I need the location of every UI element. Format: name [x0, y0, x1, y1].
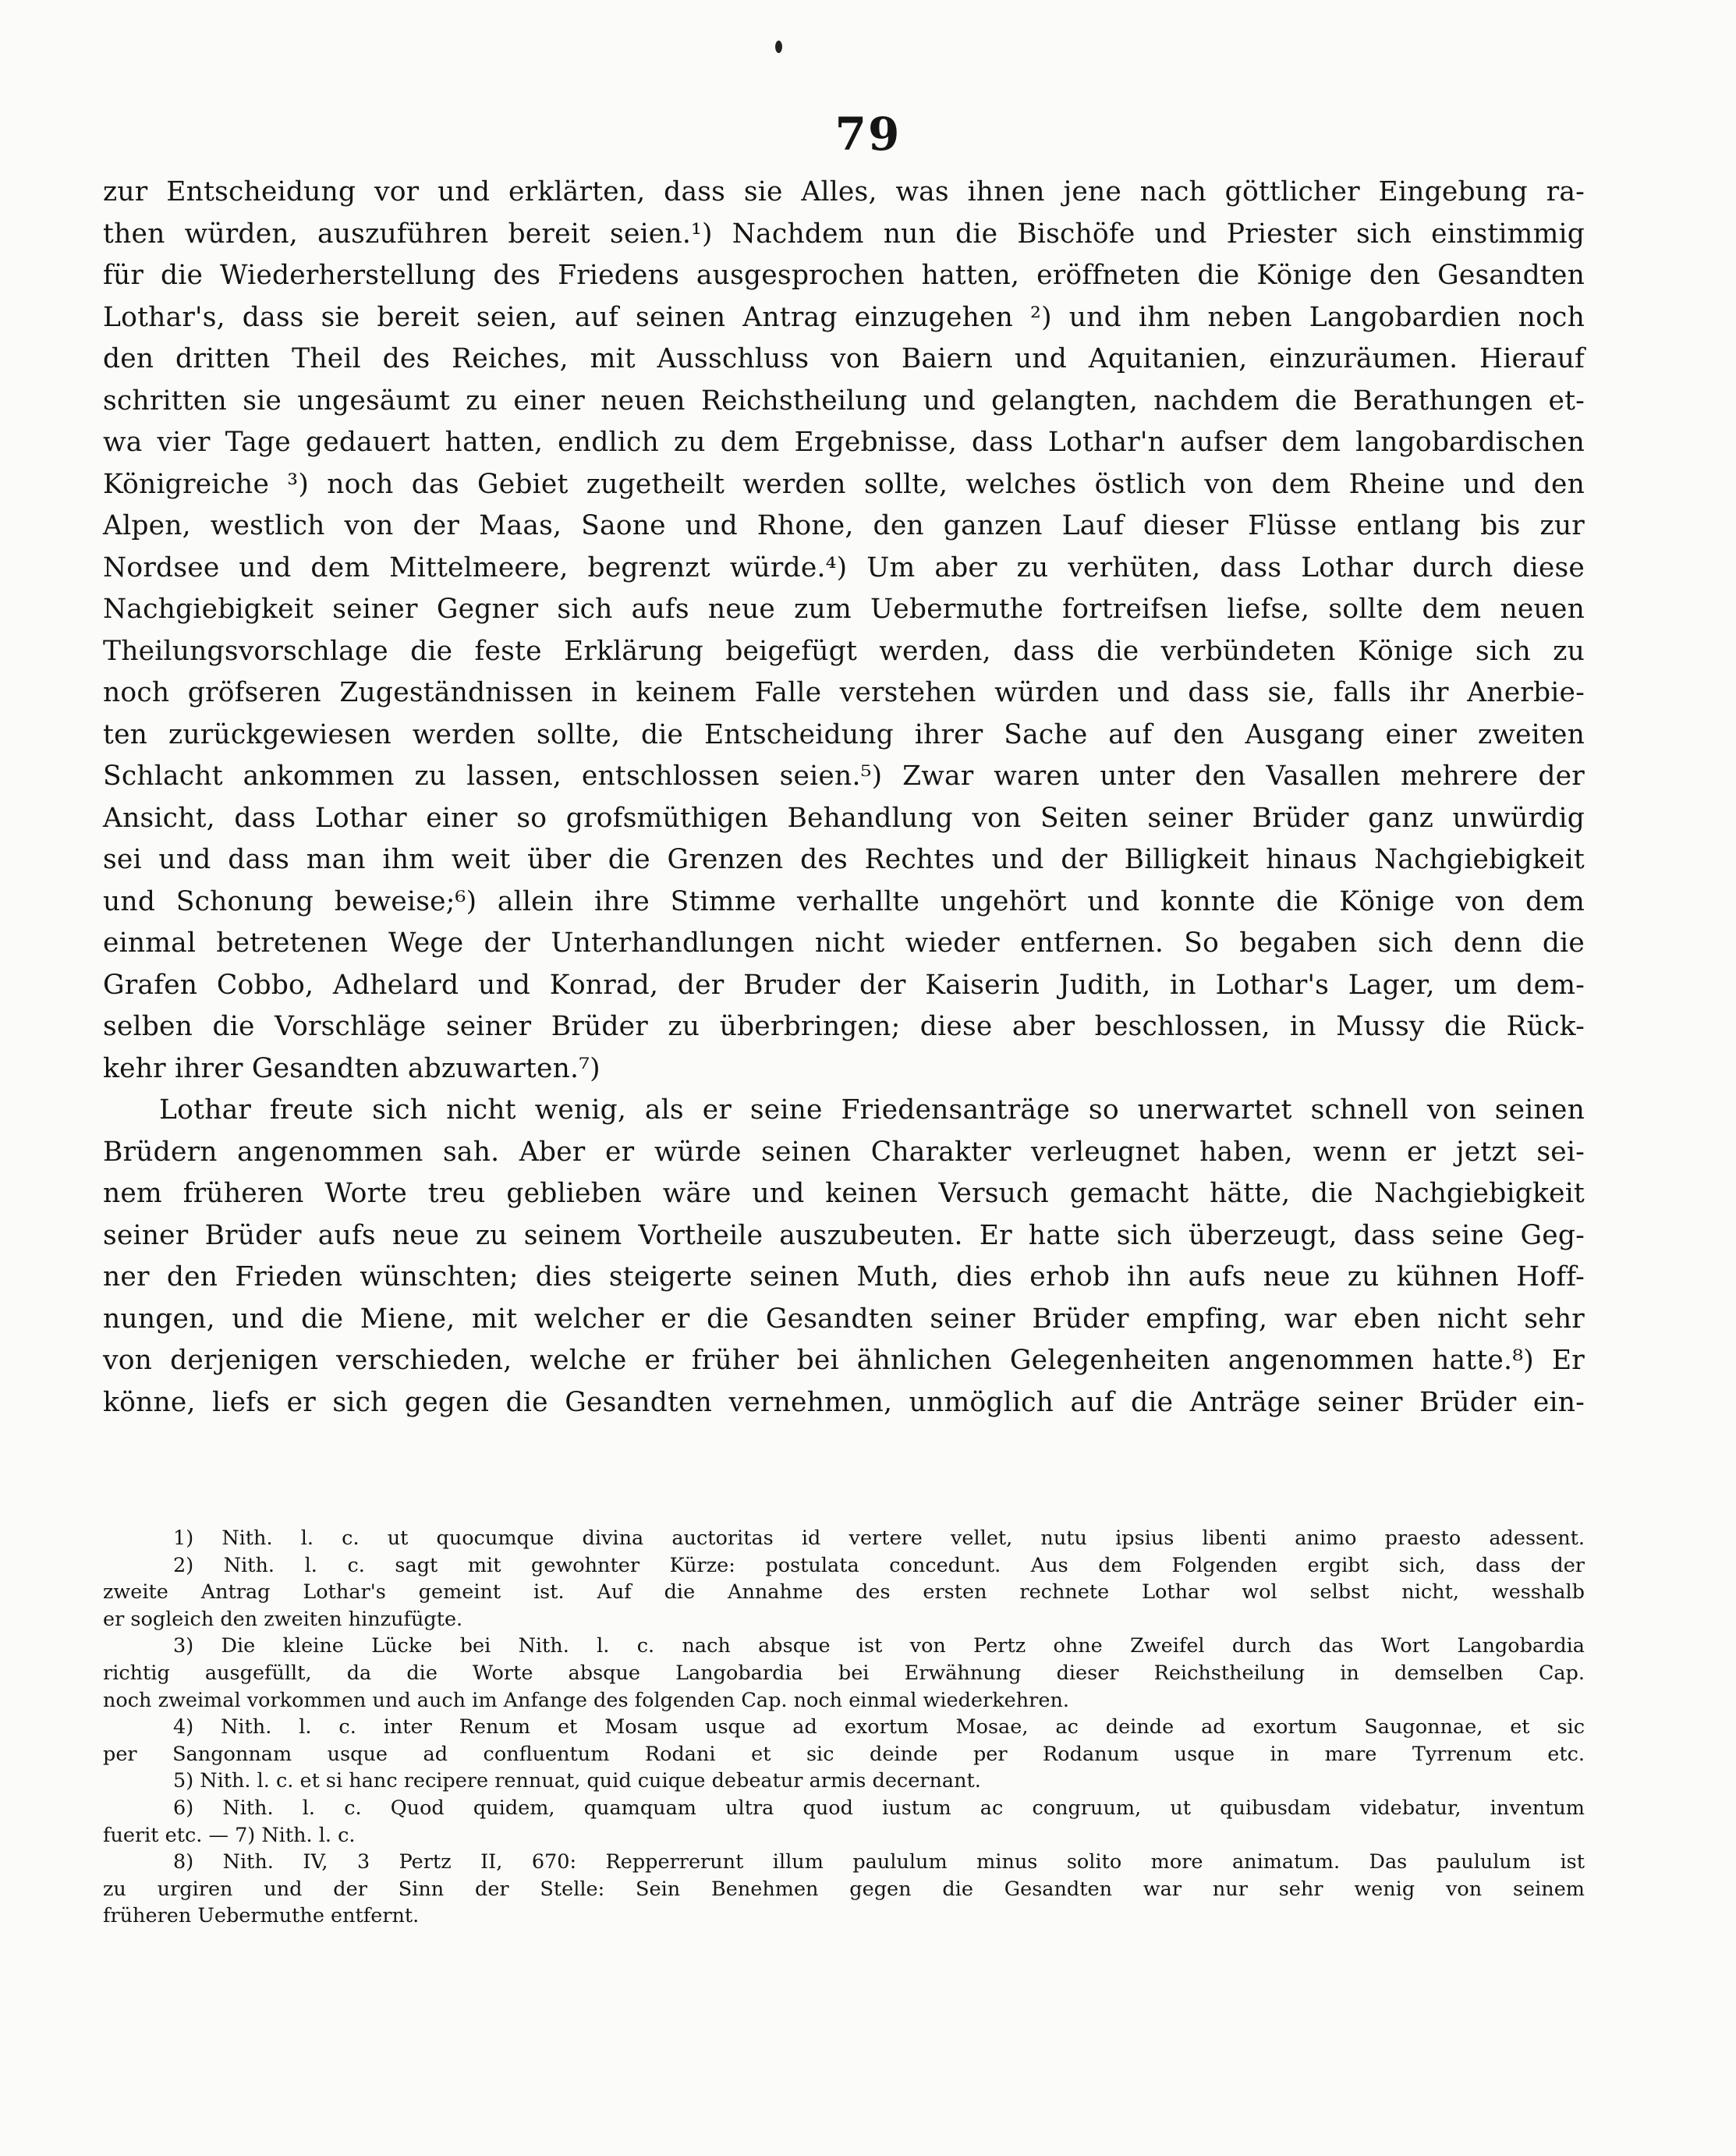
text-line: Nordsee und dem Mittelmeere, begrenzt würde.⁴) Um aber zu verhüten, dass Lothar durch diese: [103, 551, 1585, 583]
text-line: Schlacht ankommen zu lassen, entschlossen seien.⁵) Zwar waren unter den Vasallen mehrere der: [103, 761, 1585, 792]
text-line: kehr ihrer Gesandten abzuwarten.⁷): [103, 1052, 601, 1084]
text-line: könne, liefs er sich gegen die Gesandten vernehmen, unmöglich auf die Anträge seiner Brüder ein-: [103, 1386, 1585, 1418]
footnote-line: 2) Nith. l. c. sagt mit gewohnter Kürze: postulata concedunt. Aus dem Folgenden ergibt sich, dass der: [173, 1553, 1585, 1577]
text-line: Alpen, westlich von der Maas, Saone und Rhone, den ganzen Lauf dieser Flüsse entlang bis zur: [103, 510, 1585, 541]
footnote-line: früheren Uebermuthe entfernt.: [103, 1904, 420, 1928]
footnote-line: 4) Nith. l. c. inter Renum et Mosam usque ad exortum Mosae, ac deinde ad exortum Saugonnae, et sic: [173, 1715, 1585, 1739]
text-line: nem früheren Worte treu geblieben wäre und keinen Versuch gemacht hätte, die Nachgiebigkeit: [103, 1178, 1585, 1209]
text-line: ner den Frieden wünschten; dies steigerte seinen Muth, dies erhob ihn aufs neue zu kühnen Hoff-: [103, 1261, 1585, 1293]
text-line: Ansicht, dass Lothar einer so grofsmüthigen Behandlung von Seiten seiner Brüder ganz unwürdig: [103, 802, 1585, 834]
text-line: für die Wiederherstellung des Friedens ausgesprochen hatten, eröffneten die Könige den Gesandten: [103, 260, 1585, 291]
text-line: Theilungsvorschlage die feste Erklärung beigefügt werden, dass die verbündeten Könige sich zu: [103, 635, 1585, 667]
text-line: zur Entscheidung vor und erklärten, dass sie Alles, was ihnen jene nach göttlicher Eingebung ra-: [103, 176, 1585, 207]
footnote-line: fuerit etc. — 7) Nith. l. c.: [103, 1823, 356, 1847]
footnote-line: 3) Die kleine Lücke bei Nith. l. c. nach absque ist von Pertz ohne Zweifel durch das Wort Langobardia: [173, 1634, 1585, 1658]
text-line: Grafen Cobbo, Adhelard und Konrad, der Bruder der Kaiserin Judith, in Lothar's Lager, um dem-: [103, 969, 1585, 1001]
main-text: [103, 172, 1585, 1424]
page-number: 79: [834, 108, 902, 161]
text-line: schritten sie ungesäumt zu einer neuen Reichstheilung und gelangten, nachdem die Berathungen et-: [103, 385, 1585, 417]
footnote-line: 8) Nith. IV, 3 Pertz II, 670: Repperrerunt illum paululum minus solito more animatum. Das paululum ist: [173, 1850, 1585, 1874]
footnote-line: zweite Antrag Lothar's gemeint ist. Auf die Annahme des ersten rechnete Lothar wol selbst nicht, wesshalb: [103, 1580, 1585, 1605]
text-line: den dritten Theil des Reiches, mit Ausschluss von Baiern und Aquitanien, einzuräumen. Hierauf: [103, 343, 1585, 374]
footnote-line: 6) Nith. l. c. Quod quidem, quamquam ultra quod iustum ac congruum, ut quibusdam videbatur, inventum: [173, 1796, 1585, 1820]
text-line: einmal betretenen Wege der Unterhandlungen nicht wieder entfernen. So begaben sich denn die: [103, 927, 1585, 959]
text-line: wa vier Tage gedauert hatten, endlich zu dem Ergebnisse, dass Lothar'n aufser dem langobardischen: [103, 427, 1585, 458]
text-line: Brüdern angenommen sah. Aber er würde seinen Charakter verleugnet haben, wenn er jetzt sei-: [103, 1136, 1585, 1168]
footnote-line: 1) Nith. l. c. ut quocumque divina auctoritas id vertere vellet, nutu ipsius libenti animo praesto adessent.: [173, 1527, 1585, 1550]
text-line: Königreiche ³) noch das Gebiet zugetheilt werden sollte, welches östlich von dem Rheine und den: [103, 468, 1585, 500]
footnote-line: er sogleich den zweiten hinzufügte.: [103, 1607, 463, 1631]
text-line: noch gröfseren Zugeständnissen in keinem Falle verstehen würden und dass sie, falls ihr Anerbie-: [103, 677, 1585, 708]
text-line: von derjenigen verschieden, welche er früher bei ähnlichen Gelegenheiten angenommen hatte.⁸) Er: [103, 1345, 1585, 1376]
footnote-line: 5) Nith. l. c. et si hanc recipere rennuat, quid cuique debeatur armis decernant.: [173, 1769, 981, 1793]
footnote-line: per Sangonnam usque ad confluentum Rodani et sic deinde per Rodanum usque in mare Tyrrenum etc.: [103, 1742, 1585, 1766]
footnote-line: noch zweimal vorkommen und auch im Anfange des folgenden Cap. noch einmal wiederkehren.: [103, 1688, 1069, 1712]
text-line: Lothar's, dass sie bereit seien, auf seinen Antrag einzugehen ²) und ihm neben Langobardien noch: [103, 301, 1585, 333]
footnotes: [103, 1525, 1585, 1930]
text-line: nungen, und die Miene, mit welcher er die Gesandten seiner Brüder empfing, war eben nicht sehr: [103, 1303, 1585, 1335]
text-line: seiner Brüder aufs neue zu seinem Vortheile auszubeuten. Er hatte sich überzeugt, dass seine Geg-: [103, 1219, 1585, 1251]
text-line: ten zurückgewiesen werden sollte, die Entscheidung ihrer Sache auf den Ausgang einer zweiten: [103, 718, 1585, 750]
text-line: und Schonung beweise;⁶) allein ihre Stimme verhallte ungehört und konnte die Könige von dem: [103, 885, 1585, 917]
text-line: then würden, auszuführen bereit seien.¹) Nachdem nun die Bischöfe und Priester sich einstimmig: [103, 218, 1585, 250]
text-line: selben die Vorschläge seiner Brüder zu überbringen; diese aber beschlossen, in Mussy die Rück-: [103, 1011, 1585, 1042]
text-line: sei und dass man ihm weit über die Grenzen des Rechtes und der Billigkeit hinaus Nachgiebigkeit: [103, 844, 1585, 875]
footnote-line: richtig ausgefüllt, da die Worte absque Langobardia bei Erwähnung dieser Reichstheilung in demselben Cap.: [103, 1661, 1585, 1685]
text-line: Nachgiebigkeit seiner Gegner sich aufs neue zum Uebermuthe fortreifsen liefse, sollte dem neuen: [103, 594, 1585, 625]
footnote-line: zu urgiren und der Sinn der Stelle: Sein Benehmen gegen die Gesandten war nur sehr wenig von seinem: [103, 1877, 1585, 1901]
ink-speck: [775, 41, 782, 53]
text-line: Lothar freute sich nicht wenig, als er seine Friedensanträge so unerwartet schnell von seinen: [159, 1094, 1585, 1126]
